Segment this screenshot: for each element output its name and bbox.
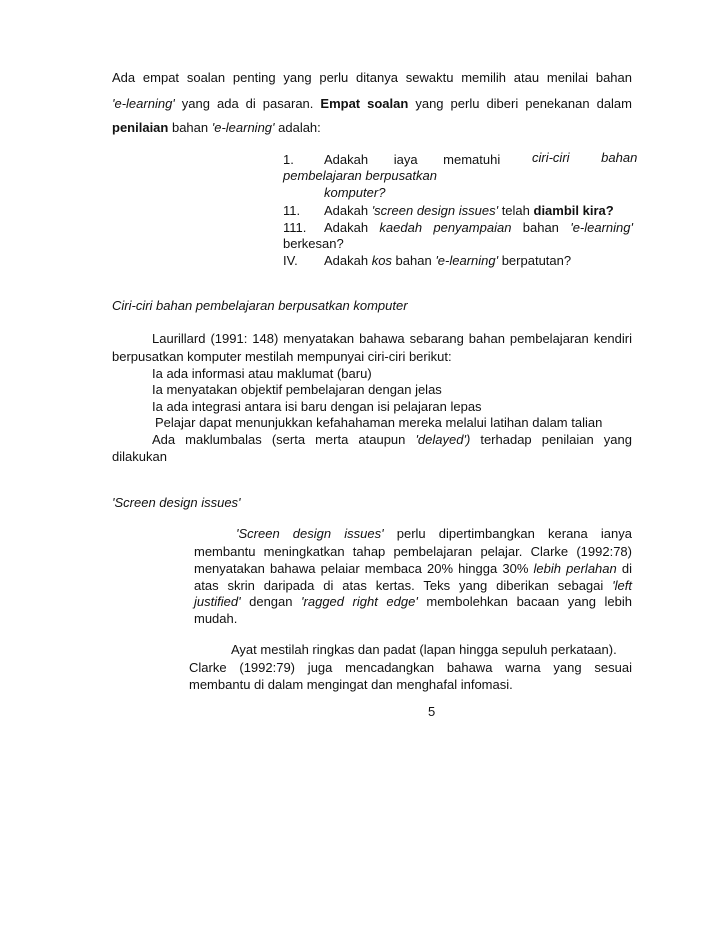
section1-para-line-1: Laurillard (1991: 148) menyatakan bahawa sebarang bahan pembelajaran kendiri — [152, 331, 632, 346]
section2-para2-line-1: Ayat mestilah ringkas dan padat (lapan hingga sepuluh perkataan). — [231, 642, 617, 657]
para-term: 'ragged right edge' — [301, 594, 418, 609]
question-term: 'e-learning' — [435, 253, 499, 268]
question-text: berpatutan? — [498, 253, 572, 268]
section-heading-screen-design: 'Screen design issues' — [112, 495, 241, 510]
question-text: Adakah iaya mematuhi — [324, 152, 501, 167]
question-text: Adakah — [324, 253, 372, 268]
section2-para1-line-4 — [194, 578, 632, 594]
question-term: kaedah penyampaian — [379, 220, 512, 235]
intro-line-1: Ada empat soalan penting yang perlu ditanya sewaktu memilih atau menilai bahan — [112, 70, 632, 85]
para-term: lebih perlahan — [533, 561, 617, 576]
intro-line-3 — [112, 120, 321, 136]
intro-text: bahan — [168, 120, 212, 135]
question-1 — [283, 152, 500, 168]
question-2 — [283, 203, 614, 219]
page-number: 5 — [428, 704, 436, 719]
intro-text: adalah: — [274, 120, 321, 135]
para-text: atas skrin daripada di atas kertas. Teks yang diberikan sebagai — [194, 578, 613, 593]
list-item: Ia ada integrasi antara isi baru dengan isi pelajaran lepas — [152, 399, 482, 414]
section2-para1-line-6: mudah. — [194, 611, 238, 626]
intro-term: 'e-learning' — [112, 96, 175, 111]
question-bold: diambil kira? — [533, 203, 614, 218]
section-heading-ciri: Ciri-ciri bahan pembelajaran berpusatkan komputer — [112, 298, 408, 313]
list-item-cont: dilakukan — [112, 449, 167, 464]
intro-text: yang ada di pasaran. — [174, 96, 321, 111]
para-text: membolehkan bacaan yang lebih — [417, 594, 632, 609]
section1-para-line-2: berpusatkan komputer mestilah mempunyai ciri-ciri berikut: — [112, 349, 452, 364]
list-item — [152, 432, 632, 448]
question-3 — [283, 220, 633, 236]
question-term: 'screen design issues' — [371, 203, 499, 218]
list-item-text: terhadap penilaian yang — [470, 432, 632, 447]
question-text: Adakah — [324, 220, 380, 235]
question-text: bahan — [391, 253, 436, 268]
intro-text: yang perlu diberi penekanan dalam — [408, 96, 632, 111]
list-item-text: Ada maklumbalas (serta merta ataupun — [152, 432, 416, 447]
question-number: IV. — [283, 253, 298, 268]
para-text: menyatakan bahawa pelaiar membaca 20% hingga 30% — [194, 561, 534, 576]
question-number: 1. — [283, 152, 294, 167]
section2-para1-line-3 — [194, 561, 632, 577]
question-text: Adakah — [324, 203, 372, 218]
question-term: kos — [371, 253, 392, 268]
list-item: Ia ada informasi atau maklumat (baru) — [152, 366, 372, 381]
section2-para1-line-1 — [236, 526, 632, 542]
para-text: di — [616, 561, 632, 576]
intro-bold: penilaian — [112, 120, 169, 135]
para-term: 'left — [612, 578, 632, 593]
question-text: telah — [498, 203, 534, 218]
question-1-cont-2: komputer? — [324, 185, 386, 200]
question-text: bahan — [511, 220, 571, 235]
question-1-cont: pembelajaran berpusatkan — [283, 168, 437, 183]
question-3-cont: berkesan? — [283, 236, 344, 251]
para-term: 'Screen design issues' — [236, 526, 384, 541]
list-item: Ia menyatakan objektif pembelajaran dengan jelas — [152, 382, 442, 397]
list-item: Pelajar dapat menunjukkan kefahahaman mereka melalui latihan dalam talian — [155, 415, 603, 430]
para-term: justified' — [194, 594, 241, 609]
list-item-term: 'delayed') — [415, 432, 471, 447]
section2-para2-line-2: Clarke (1992:79) juga mencadangkan bahawa warna yang sesuai — [189, 660, 632, 675]
intro-line-2 — [112, 96, 632, 112]
intro-bold: Empat soalan — [320, 96, 409, 111]
section2-para2-line-3: membantu di dalam mengingat dan menghafal infomasi. — [189, 677, 513, 692]
para-text: perlu dipertimbangkan kerana ianya — [383, 526, 632, 541]
section2-para1-line-2: membantu meningkatkan tahap pembelajaran pelajar. Clarke (1992:78) — [194, 544, 632, 559]
question-number: 11. — [283, 203, 301, 218]
question-term: 'e-learning' — [570, 220, 633, 235]
question-1-term: ciri-ciri bahan — [532, 150, 638, 165]
para-text: dengan — [240, 594, 302, 609]
question-number: 111. — [283, 220, 307, 235]
section2-para1-line-5 — [194, 594, 632, 610]
question-4 — [283, 253, 571, 269]
intro-term: 'e-learning' — [211, 120, 275, 135]
